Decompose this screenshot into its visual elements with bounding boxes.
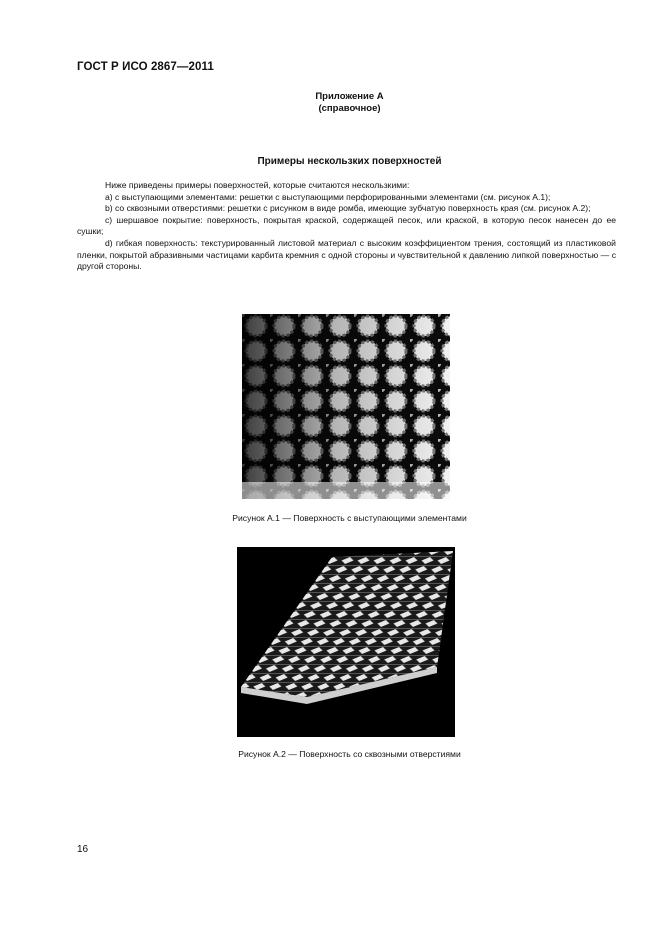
appendix-subtitle: (справочное) [318,103,381,114]
figure-a1-image [242,314,450,499]
diamond-grating-photo [237,547,455,737]
figure-a2-image [237,547,455,737]
list-item-c: c) шершавое покрытие: поверхность, покрытая краской, содержащей песок, или краской, в которую песок нанесен до ее сушки; [77,214,616,237]
figure-a1-caption-text: Рисунок А.1 — Поверхность с выступающими элементами [232,513,467,523]
appendix-heading [0,91,661,115]
body-text [77,180,616,273]
figure-a1-caption [0,513,661,523]
document-header: ГОСТ Р ИСО 2867—2011 [77,61,214,73]
appendix-title: Приложение А [315,91,384,102]
section-title-text: Примеры нескользких поверхностей [257,156,442,167]
page-number: 16 [77,844,89,855]
raised-grating-photo [242,314,450,499]
figure-a2-caption-text: Рисунок А.2 — Поверхность со сквозными отверстиями [238,749,461,759]
list-item-b: b) со сквозными отверстиями: решетки с рисунком в виде ромба, имеющие зубчатую поверхность края (см. рисунок А.2); [105,203,591,214]
section-title [0,156,661,167]
list-item-a: a) с выступающими элементами: решетки с выступающими перфорированными элементами (см. рисунок А.1); [105,191,551,202]
figure-a2-caption [0,749,661,759]
list-item-d: d) гибкая поверхность: текстурированный листовой материал с высоким коэффициентом трения, состоящий из пластиковой пленки, покрытой абразивными частицами карбита кремния с одной стороны и чувствительной к давлению липкой поверхностью — с другой стороны. [77,237,616,272]
intro-paragraph: Ниже приведены примеры поверхностей, которые считаются нескользкими: [105,180,410,190]
